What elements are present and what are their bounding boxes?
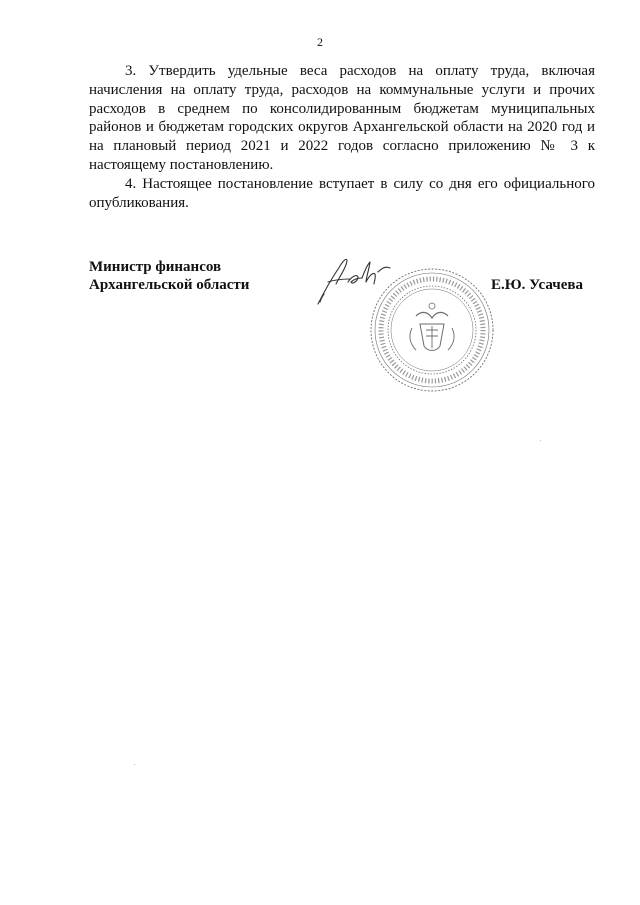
page-number: 2 bbox=[317, 35, 323, 49]
paragraph-4: 4. Настоящее постановление вступает в силу со дня его официального опубликования. bbox=[89, 175, 595, 211]
paragraph-3: 3. Утвердить удельные веса расходов на оплату труда, включая начисления на оплату труда, расходов на коммунальные услуги и прочих расходов в среднем по консолидированным бюджетам муниципальных районов и бюджетам городских округов Архангельской области на 2020 год и на плановый период 2021 и 2022 годов согласно приложению № 3 к настоящему постановлению. bbox=[89, 63, 595, 173]
round-official-seal-icon bbox=[368, 266, 496, 394]
signatory-title-line-2: Архангельской области bbox=[89, 277, 250, 293]
signatory-name: Е.Ю. Усачева bbox=[491, 277, 583, 293]
document-body bbox=[89, 62, 595, 212]
scan-speck bbox=[540, 440, 541, 441]
signatory-title bbox=[89, 258, 249, 294]
scan-speck bbox=[134, 764, 135, 765]
signatory-title-line-1: Министр финансов bbox=[89, 259, 222, 275]
